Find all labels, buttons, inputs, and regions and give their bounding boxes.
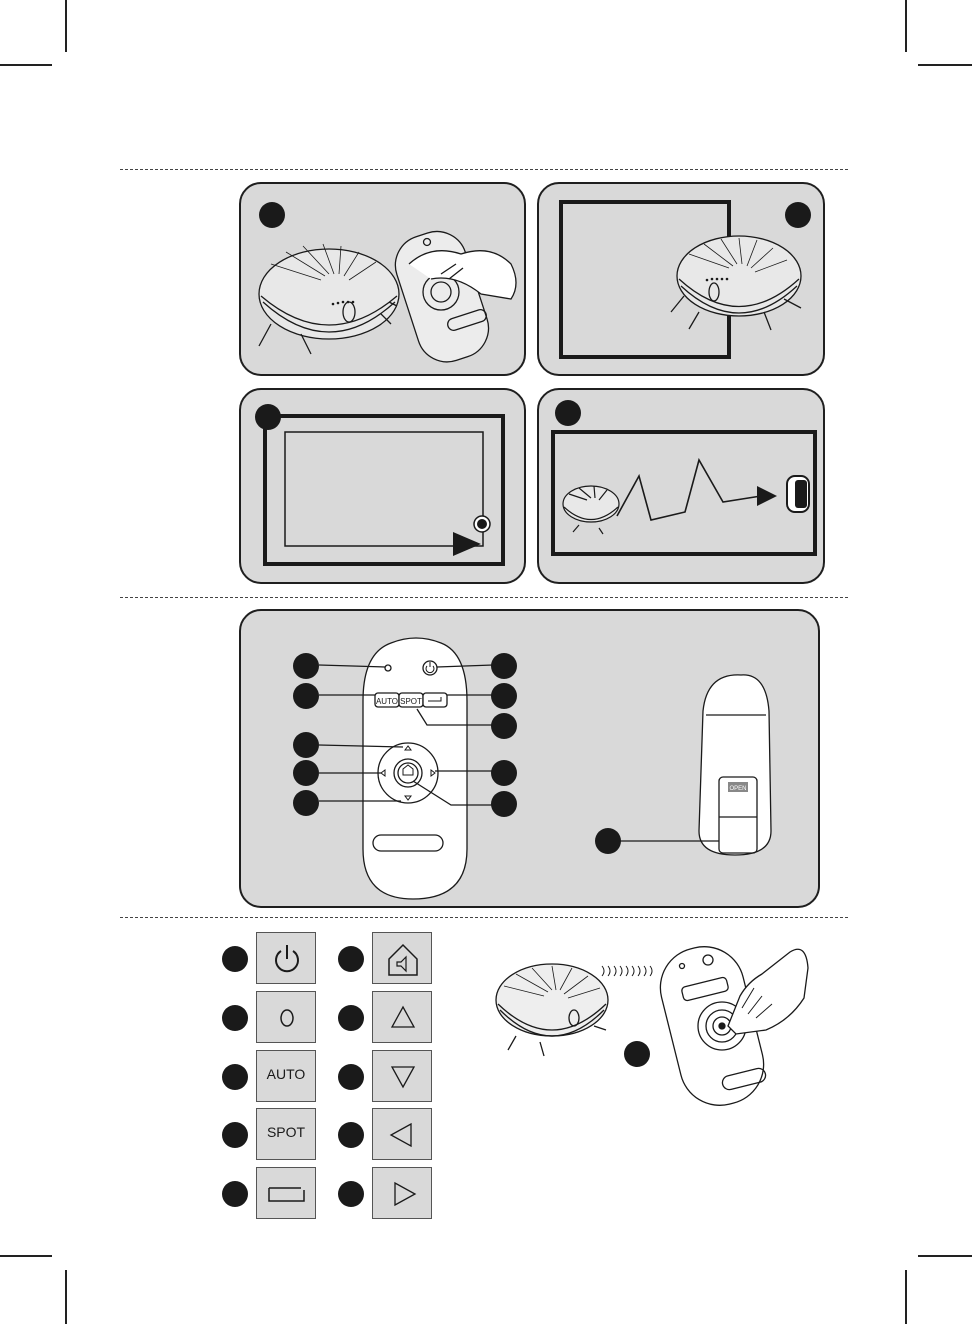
callout-badge <box>293 653 319 679</box>
remote-auto-label: AUTO <box>375 697 399 706</box>
crop-mark <box>918 1255 972 1257</box>
callout-badge <box>293 683 319 709</box>
spot-key-label: SPOT <box>266 1124 306 1140</box>
callout-badge <box>491 760 517 786</box>
callout-badge <box>595 828 621 854</box>
callout-badge <box>491 653 517 679</box>
legend-badge <box>222 1005 248 1031</box>
auto-key <box>256 1050 316 1102</box>
forward-key <box>372 991 432 1043</box>
left-key <box>372 1108 432 1160</box>
step-number-badge <box>259 202 285 228</box>
triangle-up-icon <box>373 992 433 1044</box>
crop-mark <box>918 64 972 66</box>
home-speaker-icon <box>373 933 433 985</box>
spot-key <box>256 1108 316 1160</box>
crop-mark <box>0 1255 52 1257</box>
crop-mark <box>65 1270 67 1324</box>
callout-badge <box>491 683 517 709</box>
remote-spot-label: SPOT <box>400 697 422 706</box>
callout-badge <box>491 713 517 739</box>
backward-key <box>372 1050 432 1102</box>
legend-badge <box>222 1122 248 1148</box>
callout-badge <box>491 791 517 817</box>
edge-path-illustration <box>241 390 526 584</box>
legend-badge <box>338 1005 364 1031</box>
legend-badge <box>338 1122 364 1148</box>
dock-return-illustration <box>539 390 825 584</box>
edge-return-icon <box>257 1168 317 1220</box>
legend-badge <box>222 1064 248 1090</box>
remote-layout-panel <box>239 609 820 908</box>
power-icon <box>257 933 317 985</box>
circle-icon <box>257 992 317 1044</box>
triangle-right-icon <box>373 1168 433 1220</box>
step-number-badge <box>785 202 811 228</box>
callout-badge <box>293 760 319 786</box>
indicator-key <box>256 991 316 1043</box>
step-panel-1 <box>239 182 526 376</box>
crop-mark <box>905 0 907 52</box>
power-key <box>256 932 316 984</box>
legend-badge <box>222 946 248 972</box>
step-panel-3 <box>239 388 526 584</box>
section-divider <box>120 917 848 918</box>
step-number-badge <box>255 404 281 430</box>
section-divider <box>120 597 848 598</box>
step-panel-2 <box>537 182 825 376</box>
crop-mark <box>905 1270 907 1324</box>
triangle-down-icon <box>373 1051 433 1103</box>
remote-operation-illustration <box>490 938 820 1118</box>
legend-badge <box>222 1181 248 1207</box>
legend-badge <box>338 1064 364 1090</box>
legend-badge <box>338 946 364 972</box>
section-divider <box>120 169 848 170</box>
callout-badge <box>293 790 319 816</box>
step-number-badge <box>555 400 581 426</box>
auto-key-label: AUTO <box>266 1066 306 1082</box>
step-panel-4 <box>537 388 825 584</box>
remote-diagram <box>241 611 820 908</box>
crop-mark <box>65 0 67 52</box>
triangle-left-icon <box>373 1109 433 1161</box>
edge-key <box>256 1167 316 1219</box>
callout-badge <box>293 732 319 758</box>
step-number-badge <box>624 1041 650 1067</box>
right-key <box>372 1167 432 1219</box>
robot-area-illustration <box>539 184 825 376</box>
battery-cover-label: OPEN <box>729 786 747 792</box>
crop-mark <box>0 64 52 66</box>
home-key <box>372 932 432 984</box>
legend-badge <box>338 1181 364 1207</box>
